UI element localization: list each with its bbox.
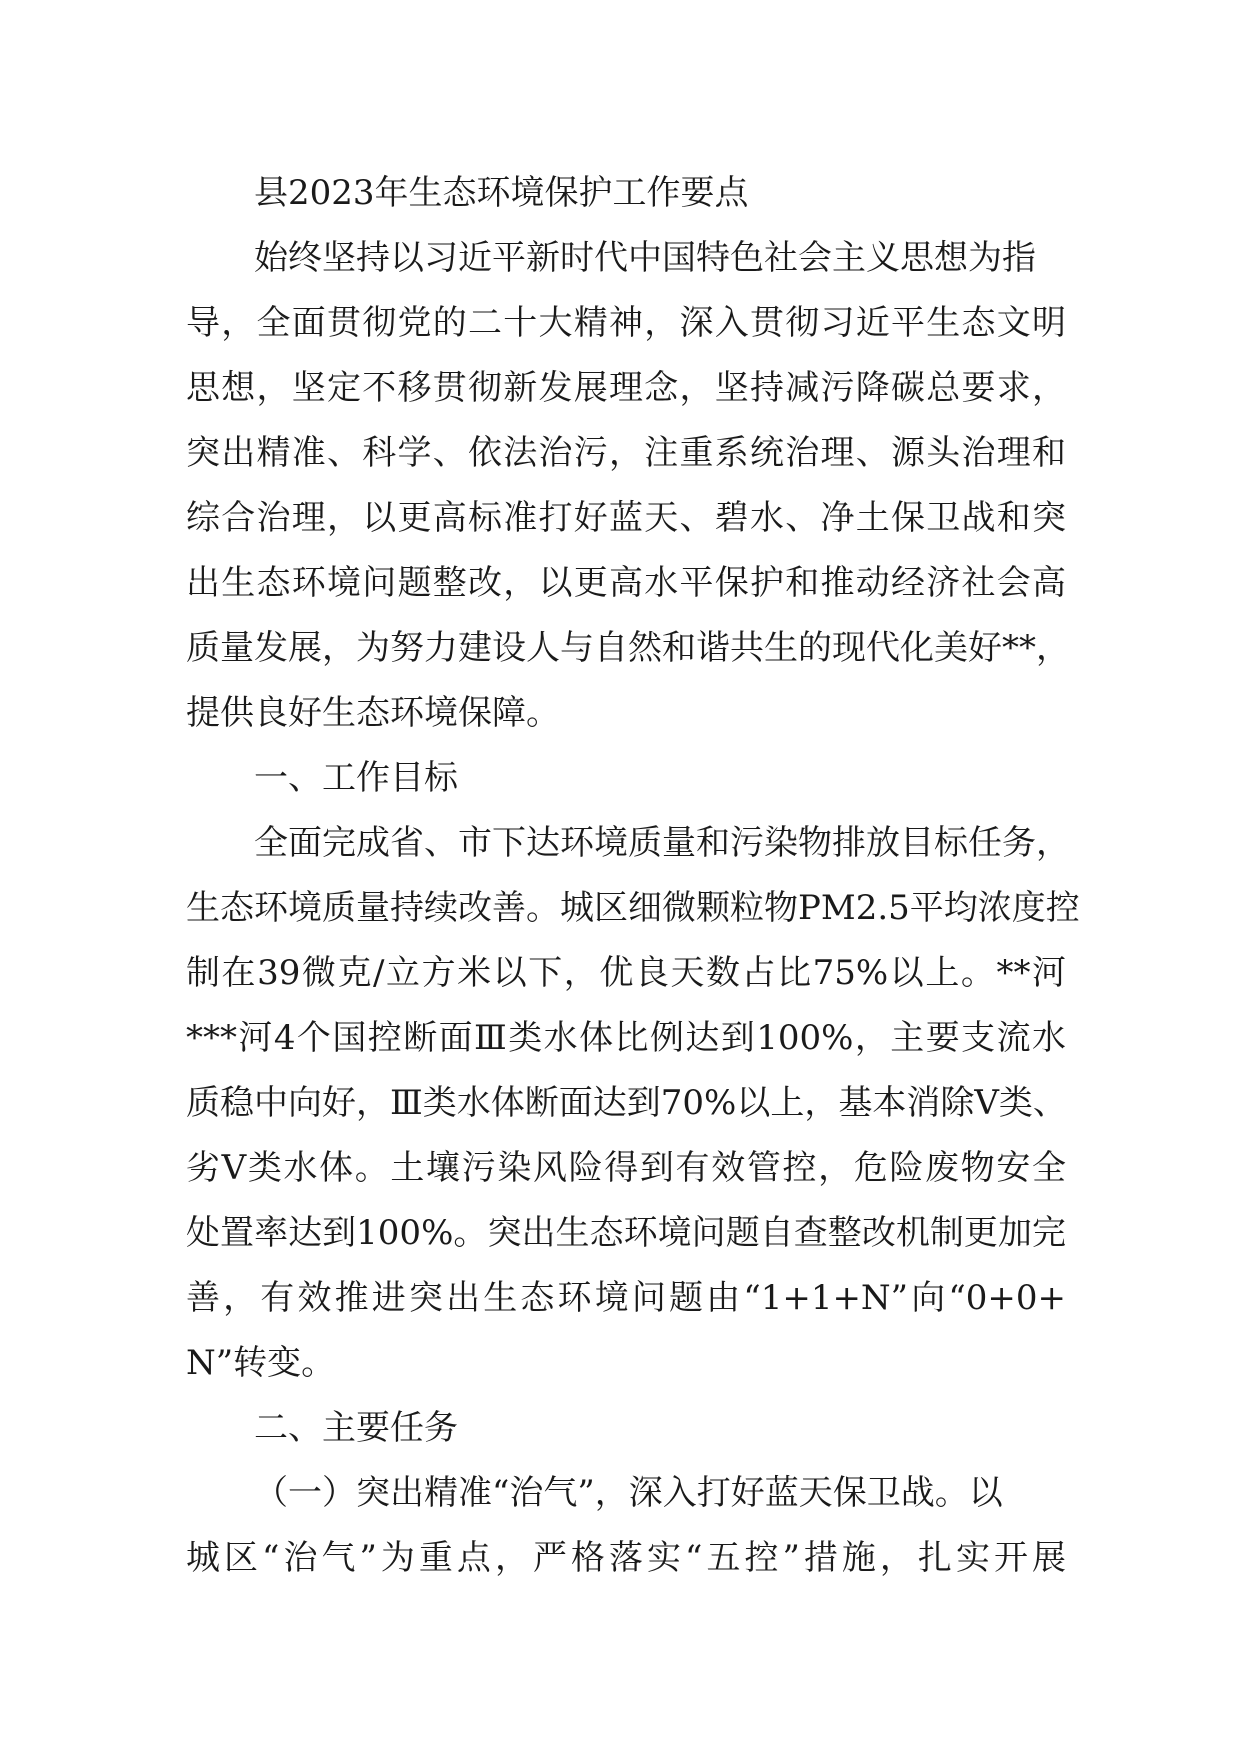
paragraph-line: 质量发展，为努力建设人与自然和谐共生的现代化美好**， [186,628,1070,668]
paragraph-line: ***河4个国控断面Ⅲ类水体比例达到100%，主要支流水 [186,1018,1066,1058]
paragraph-line: 综合治理，以更高标准打好蓝天、碧水、净土保卫战和突 [186,498,1066,538]
paragraph-line: 劣Ⅴ类水体。土壤污染风险得到有效管控，危险废物安全 [186,1148,1066,1188]
paragraph-line: 提供良好生态环境保障。 [186,693,560,733]
paragraph-line: 善，有效推进突出生态环境问题由“1+1+N”向“0+0+ [186,1278,1066,1318]
paragraph-line: 生态环境质量持续改善。城区细微颗粒物PM2.5平均浓度控 [186,888,1080,928]
document-title: 县2023年生态环境保护工作要点 [254,173,749,213]
paragraph-line: 突出精准、科学、依法治污，注重系统治理、源头治理和 [186,433,1066,473]
paragraph-line: N”转变。 [186,1343,336,1383]
paragraph-line: 全面完成省、市下达环境质量和污染物排放目标任务， [254,823,1070,863]
section-heading: 二、主要任务 [254,1408,458,1448]
section-heading: 一、工作目标 [254,758,458,798]
paragraph-line: 思想，坚定不移贯彻新发展理念，坚持减污降碳总要求， [186,368,1066,408]
paragraph-line: 处置率达到100%。突出生态环境问题自查整改机制更加完 [186,1213,1066,1253]
document-body [186,161,1080,1591]
paragraph-line: 导，全面贯彻党的二十大精神，深入贯彻习近平生态文明 [186,303,1066,343]
paragraph-line: 制在39微克/立方米以下，优良天数占比75%以上。**河 [186,953,1066,993]
paragraph-line: 城区“治气”为重点，严格落实“五控”措施，扎实开展 [186,1538,1066,1578]
paragraph-line: （一）突出精准“治气”，深入打好蓝天保卫战。以 [254,1473,1003,1513]
paragraph-line: 出生态环境问题整改，以更高水平保护和推动经济社会高 [186,563,1066,603]
paragraph-line: 始终坚持以习近平新时代中国特色社会主义思想为指 [254,238,1036,278]
paragraph-line: 质稳中向好，Ⅲ类水体断面达到70%以上，基本消除Ⅴ类、 [186,1083,1067,1123]
